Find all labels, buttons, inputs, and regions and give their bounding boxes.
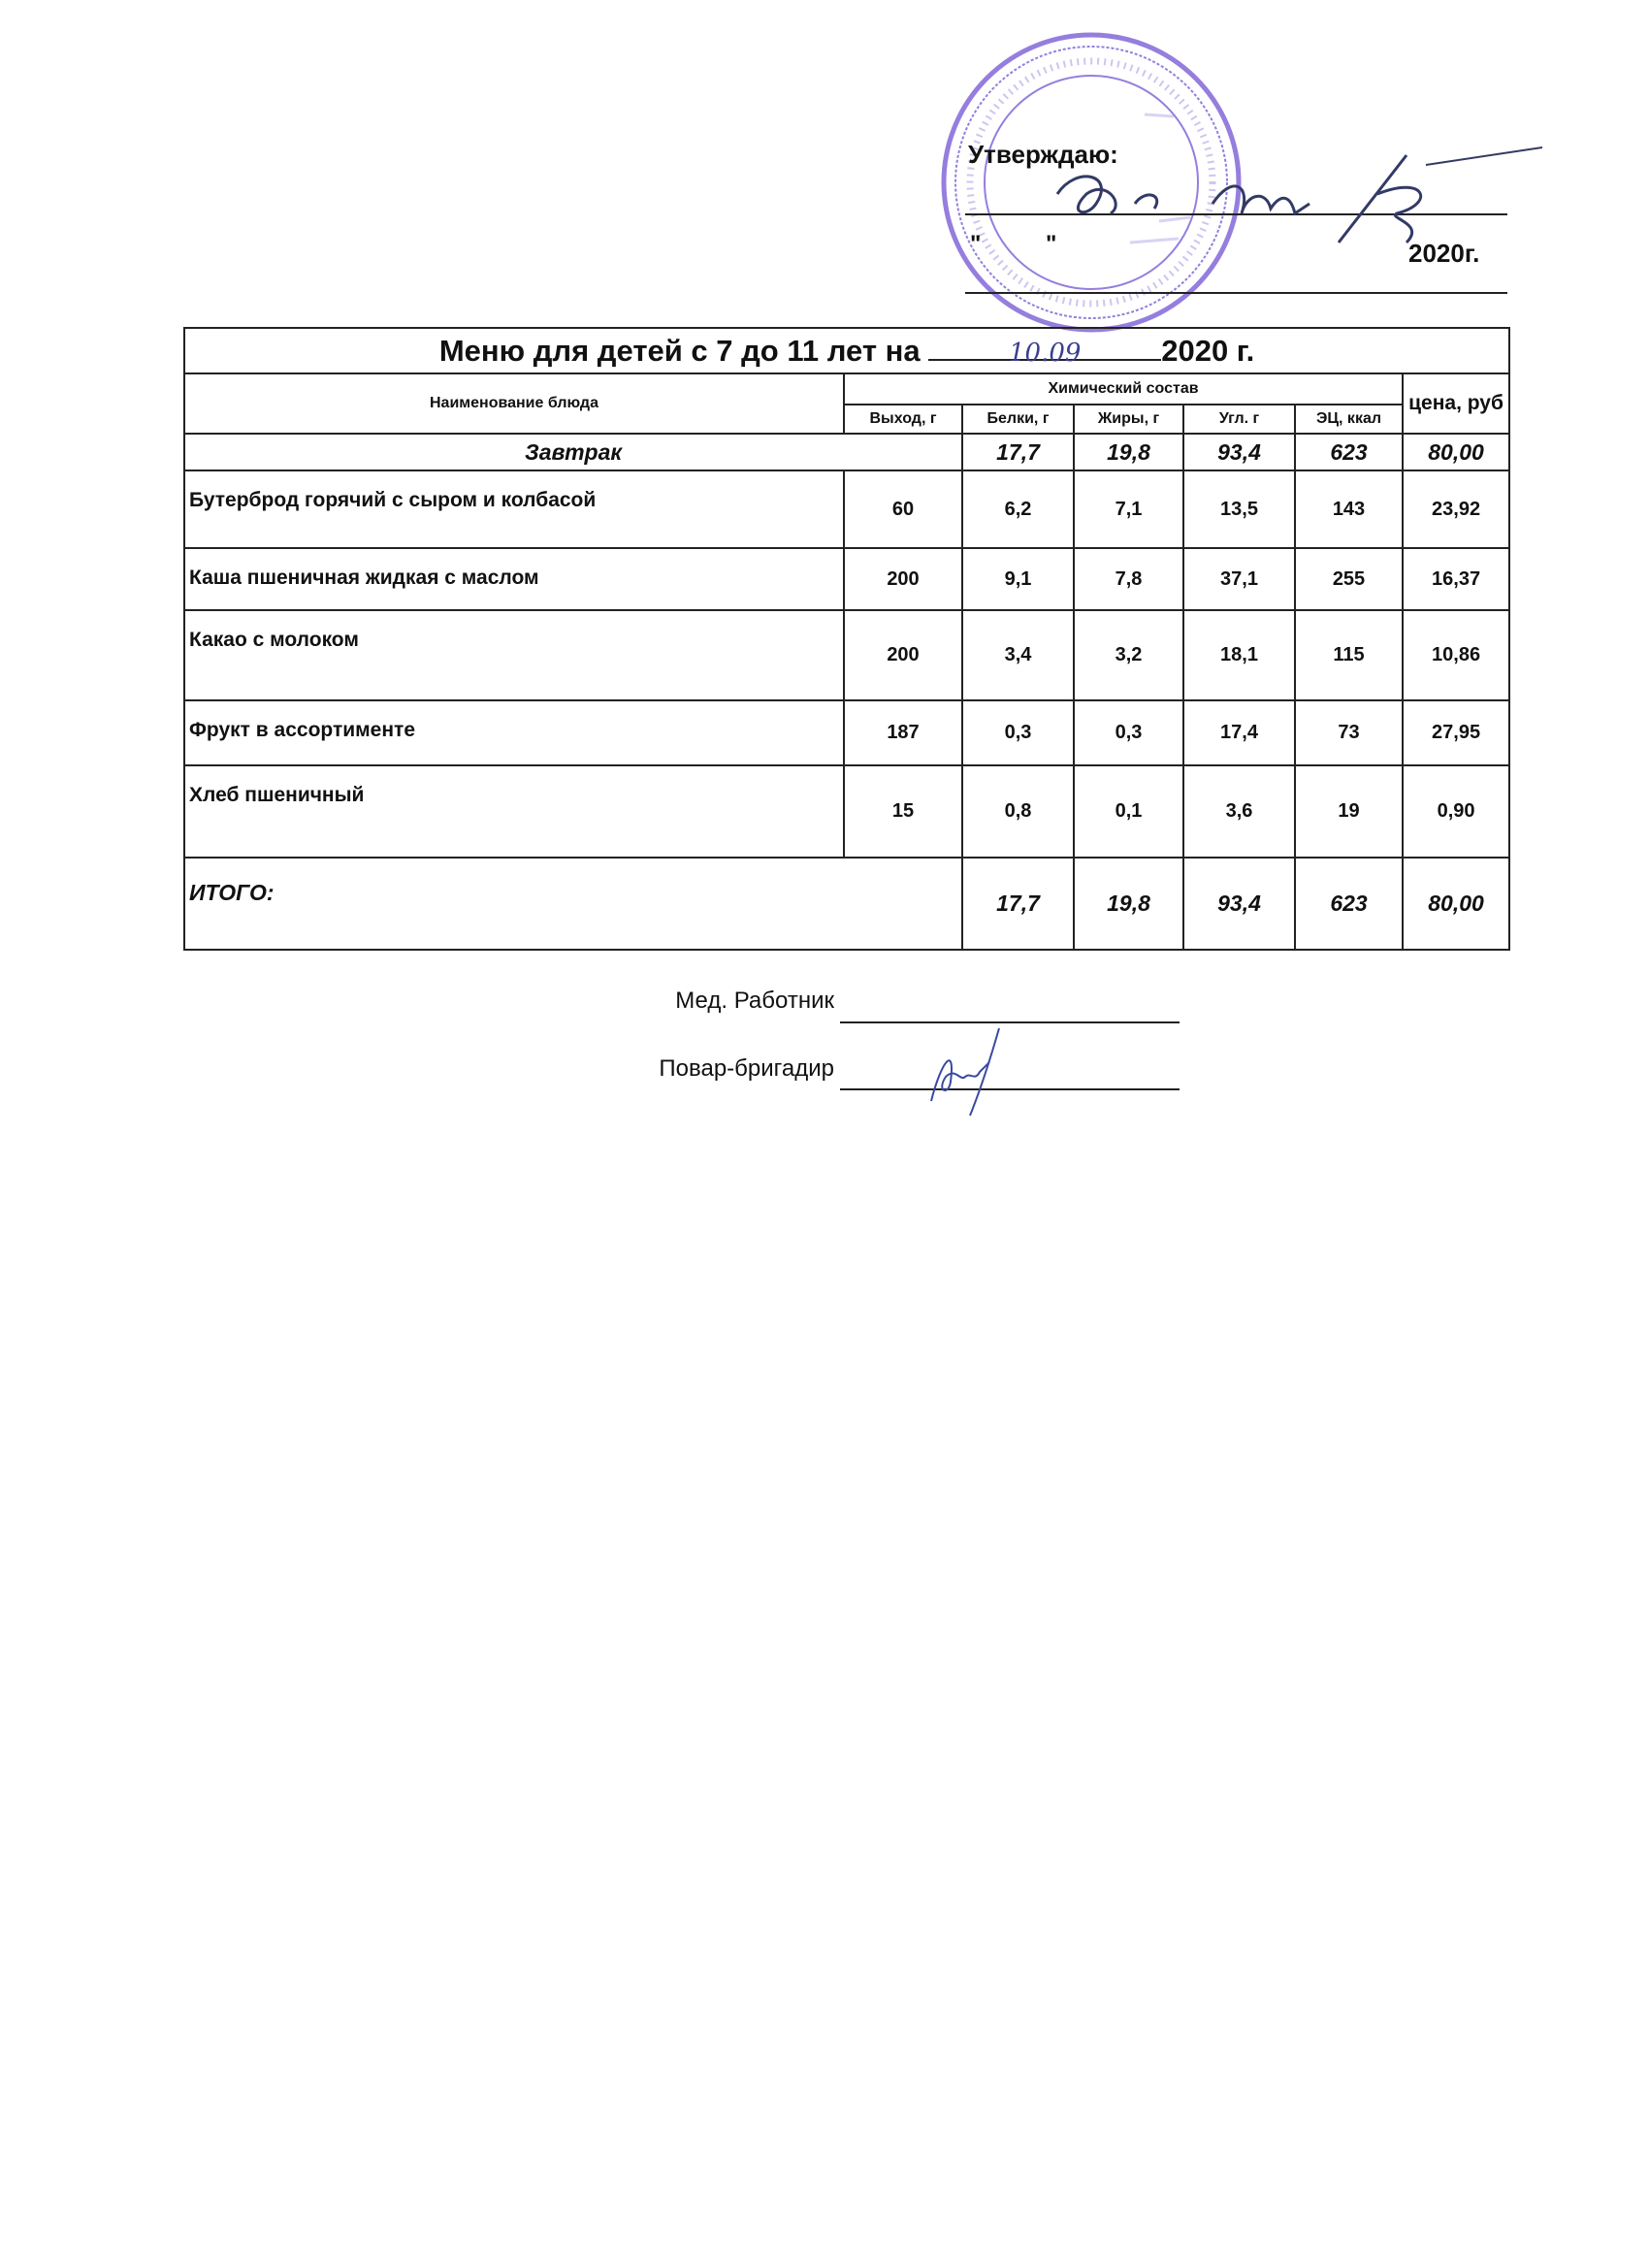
- approval-signature-line: [965, 213, 1507, 215]
- dish-name: Фрукт в ассортименте: [184, 700, 844, 765]
- dish-carbs: 17,4: [1183, 700, 1295, 765]
- handwritten-date: 10.09: [1009, 338, 1082, 368]
- dish-protein: 9,1: [962, 548, 1074, 610]
- dish-name: Хлеб пшеничный: [184, 765, 844, 858]
- dish-price: 0,90: [1403, 765, 1509, 858]
- dish-fat: 0,1: [1074, 765, 1183, 858]
- dish-fat: 0,3: [1074, 700, 1183, 765]
- dish-carbs: 3,6: [1183, 765, 1295, 858]
- section-kcal: 623: [1295, 434, 1403, 470]
- dish-kcal: 19: [1295, 765, 1403, 858]
- menu-title: [184, 328, 1509, 373]
- table-row: [184, 610, 1509, 700]
- menu-table: [183, 327, 1510, 951]
- dish-yield: 200: [844, 610, 962, 700]
- table-row: [184, 700, 1509, 765]
- header-carbs: Угл. г: [1183, 405, 1295, 434]
- date-blank: [928, 334, 1161, 368]
- dish-fat: 7,1: [1074, 470, 1183, 548]
- section-name: Завтрак: [184, 434, 962, 470]
- dish-fat: 3,2: [1074, 610, 1183, 700]
- table-row: [184, 548, 1509, 610]
- approval-date-line: [965, 292, 1507, 294]
- total-price: 80,00: [1403, 858, 1509, 950]
- chef-label: Повар-бригадир: [659, 1055, 834, 1082]
- medic-label: Мед. Работник: [675, 988, 834, 1014]
- dish-kcal: 143: [1295, 470, 1403, 548]
- header-chem-composition: Химический состав: [844, 373, 1403, 405]
- dish-carbs: 37,1: [1183, 548, 1295, 610]
- dish-protein: 6,2: [962, 470, 1074, 548]
- header-price: цена, руб: [1403, 373, 1509, 434]
- dish-kcal: 73: [1295, 700, 1403, 765]
- dish-kcal: 255: [1295, 548, 1403, 610]
- table-row: [184, 765, 1509, 858]
- section-row: [184, 434, 1509, 470]
- section-protein: 17,7: [962, 434, 1074, 470]
- dish-carbs: 13,5: [1183, 470, 1295, 548]
- header-protein: Белки, г: [962, 405, 1074, 434]
- total-carbs: 93,4: [1183, 858, 1295, 950]
- dish-name: Бутерброд горячий с сыром и колбасой: [184, 470, 844, 548]
- header-kcal: ЭЦ, ккал: [1295, 405, 1403, 434]
- approval-year: 2020г.: [1408, 239, 1480, 268]
- approval-label: Утверждаю:: [968, 140, 1118, 169]
- dish-price: 16,37: [1403, 548, 1509, 610]
- total-fat: 19,8: [1074, 858, 1183, 950]
- header-fat: Жиры, г: [1074, 405, 1183, 434]
- medic-signature-line: [840, 1021, 1180, 1023]
- title-suffix: 2020 г.: [1161, 333, 1255, 368]
- dish-yield: 200: [844, 548, 962, 610]
- approval-date-quotes: " ": [970, 231, 1086, 257]
- dish-name: Каша пшеничная жидкая с маслом: [184, 548, 844, 610]
- chef-signature: [922, 1023, 1038, 1120]
- table-row: [184, 470, 1509, 548]
- section-carbs: 93,4: [1183, 434, 1295, 470]
- dish-protein: 3,4: [962, 610, 1074, 700]
- header-yield: Выход, г: [844, 405, 962, 434]
- dish-price: 27,95: [1403, 700, 1509, 765]
- school-stamp: [936, 27, 1246, 338]
- dish-price: 10,86: [1403, 610, 1509, 700]
- dish-yield: 187: [844, 700, 962, 765]
- dish-name: Какао с молоком: [184, 610, 844, 700]
- total-protein: 17,7: [962, 858, 1074, 950]
- dish-protein: 0,3: [962, 700, 1074, 765]
- total-row: [184, 858, 1509, 950]
- title-prefix: Меню для детей с 7 до 11 лет на: [438, 333, 921, 368]
- dish-yield: 60: [844, 470, 962, 548]
- dish-protein: 0,8: [962, 765, 1074, 858]
- dish-price: 23,92: [1403, 470, 1509, 548]
- total-kcal: 623: [1295, 858, 1403, 950]
- total-label: ИТОГО:: [184, 858, 962, 950]
- dish-kcal: 115: [1295, 610, 1403, 700]
- section-price: 80,00: [1403, 434, 1509, 470]
- dish-fat: 7,8: [1074, 548, 1183, 610]
- dish-yield: 15: [844, 765, 962, 858]
- header-dish-name: Наименование блюда: [184, 373, 844, 434]
- dish-carbs: 18,1: [1183, 610, 1295, 700]
- chef-signature-line: [840, 1088, 1180, 1090]
- section-fat: 19,8: [1074, 434, 1183, 470]
